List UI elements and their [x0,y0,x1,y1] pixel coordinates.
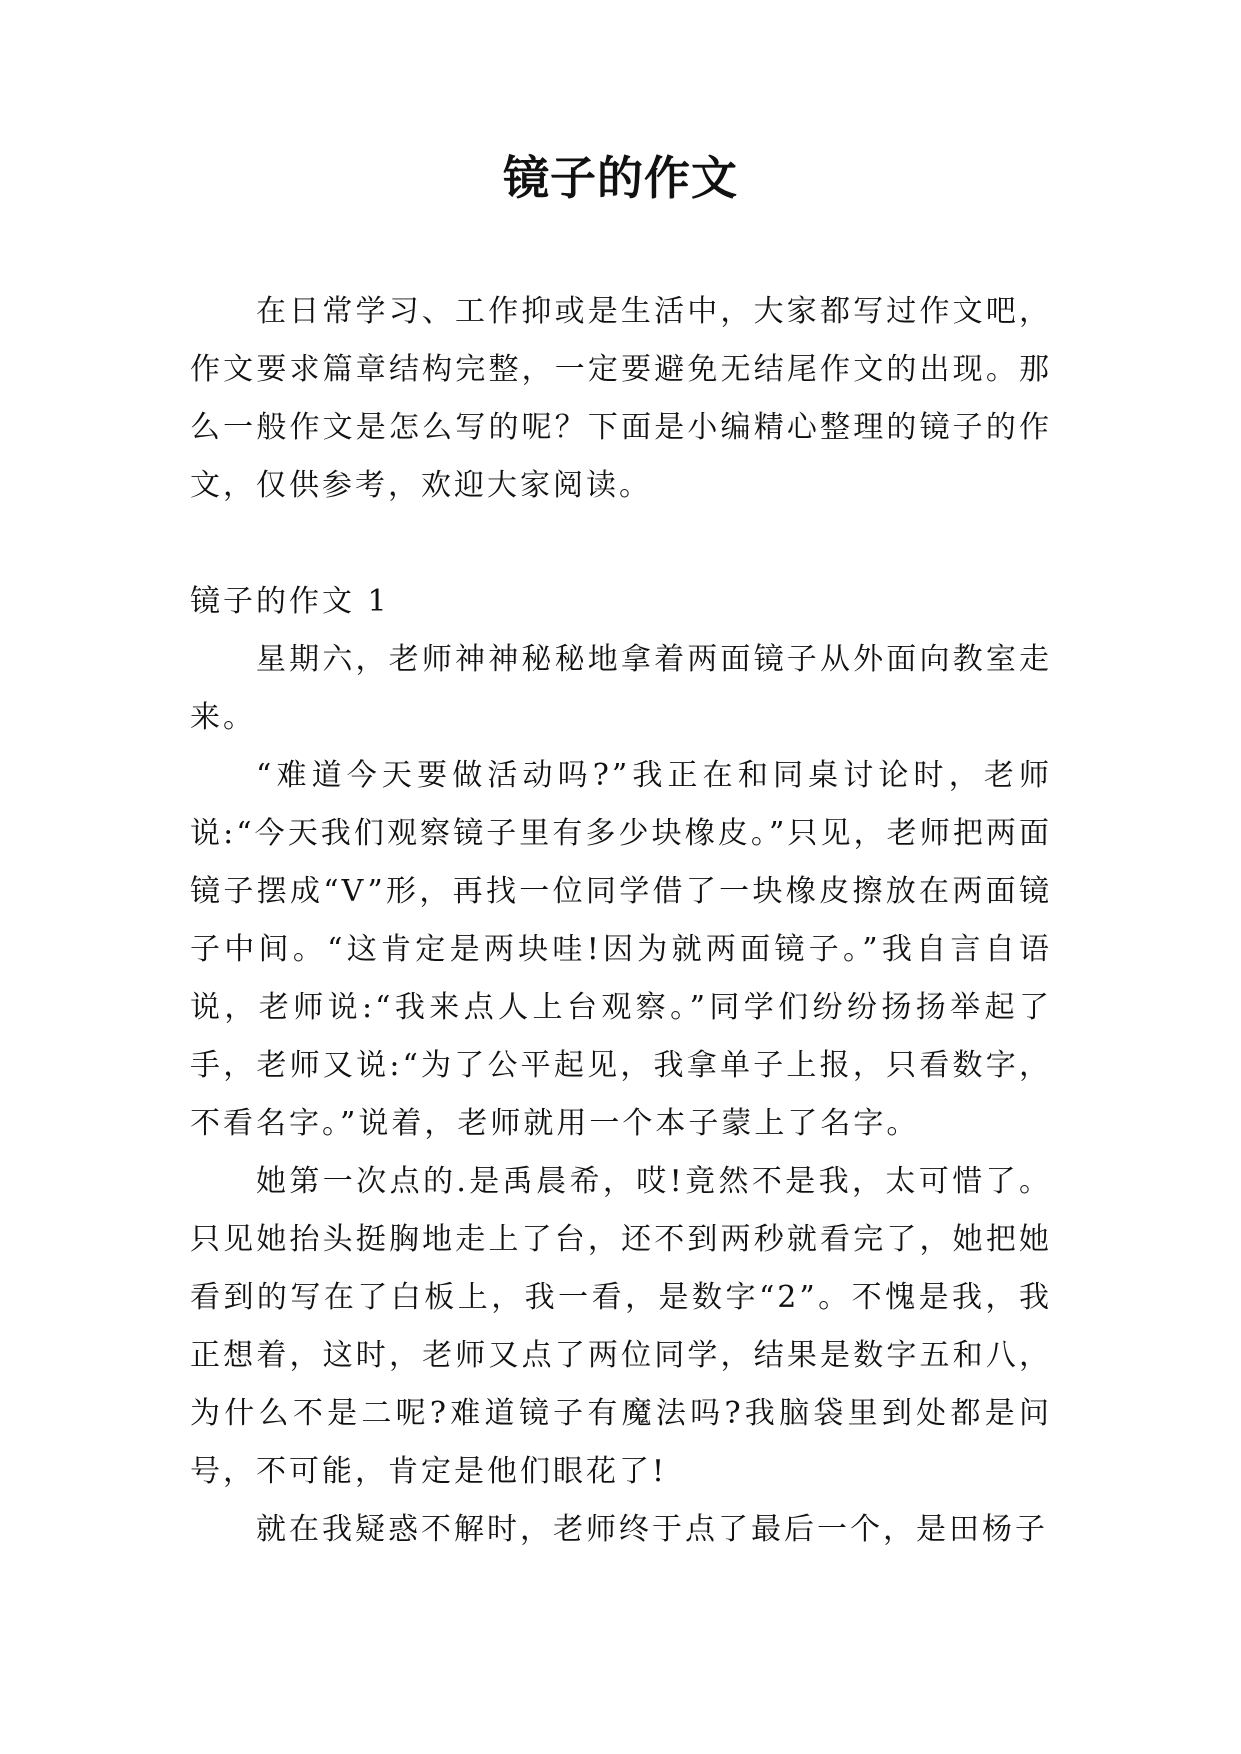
body-paragraph-1: 星期六，老师神神秘秘地拿着两面镜子从外面向教室走来。 [190,642,1052,735]
intro-paragraph: 在日常学习、工作抑或是生活中，大家都写过作文吧，作文要求篇章结构完整，一定要避免无结尾作文的出现。那么一般作文是怎么写的呢？下面是小编精心整理的镜子的作文，仅供参考，欢迎大家阅读。 [190,294,1052,503]
document-body [190,283,1052,1559]
body-paragraph-3: 她第一次点的.是禹晨希，哎!竟然不是我，太可惜了。只见她抬头挺胸地走上了台，还不到两秒就看完了，她把她看到的写在了白板上，我一看，是数字“2”。不愧是我，我正想着，这时，老师又点了两位同学，结果是数字五和八，为什么不是二呢?难道镜子有魔法吗?我脑袋里到处都是问号，不可能，肯定是他们眼花了! [190,1164,1052,1489]
document-title: 镜子的作文 [503,151,738,205]
body-paragraph-4: 就在我疑惑不解时，老师终于点了最后一个，是田杨子 [256,1512,1048,1547]
paragraph-gap [190,515,1052,573]
section-heading: 镜子的作文 1 [190,584,390,619]
body-paragraph-2: “难道今天要做活动吗?”我正在和同桌讨论时，老师说:“今天我们观察镜子里有多少块橡皮。”只见，老师把两面镜子摆成“V”形，再找一位同学借了一块橡皮擦放在两面镜子中间。“这肯定是两块哇!因为就两面镜子。”我自言自语说，老师说:“我来点人上台观察。”同学们纷纷扬扬举起了手，老师又说:“为了公平起见，我拿单子上报，只看数字，不看名字。”说着，老师就用一个本子蒙上了名字。 [190,758,1052,1141]
